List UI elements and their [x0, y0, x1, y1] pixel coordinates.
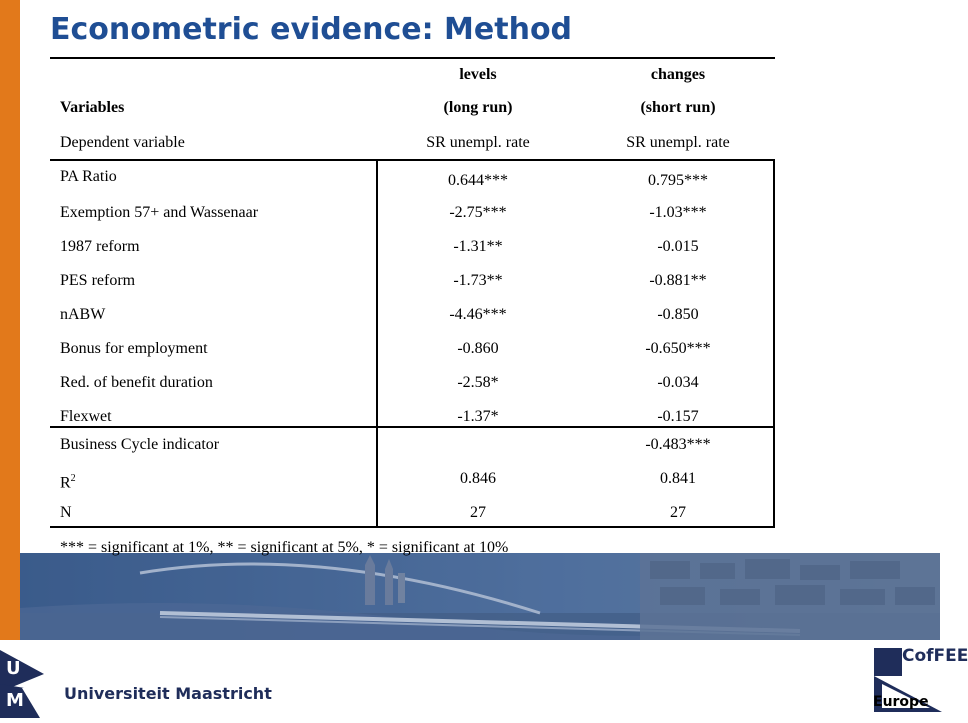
row-levels: -0.860 [457, 340, 499, 357]
row-levels: -1.37* [457, 408, 499, 425]
um-letter-m: M [6, 690, 24, 711]
row-changes: -0.483*** [645, 436, 711, 453]
row-changes: -0.034 [657, 374, 699, 391]
header-variables: Variables [60, 99, 125, 116]
row-label: Flexwet [60, 408, 112, 425]
cofee-name: CofFEE [902, 646, 968, 666]
table-row [50, 126, 775, 160]
row-levels: -1.31** [453, 238, 503, 255]
row-label: PA Ratio [60, 168, 117, 185]
table-row [50, 230, 775, 264]
row-levels: SR unempl. rate [426, 134, 530, 151]
table-row [50, 160, 775, 194]
row-label: nABW [60, 306, 106, 323]
table-row [50, 196, 775, 230]
row-levels: -2.75*** [449, 204, 507, 221]
table-row [50, 428, 775, 462]
value-block-right-rule [773, 159, 775, 528]
r2-sup: 2 [70, 473, 76, 484]
header-row-2 [50, 91, 775, 125]
header-levels: levels [459, 66, 497, 83]
row-label: Dependent variable [60, 134, 185, 151]
header-long-run: (long run) [443, 99, 513, 116]
header-row-1 [50, 58, 775, 92]
table-row [50, 298, 775, 332]
row-levels [378, 428, 578, 462]
row-label: PES reform [60, 272, 136, 289]
table-row-n [50, 496, 775, 530]
row-label: 1987 reform [60, 238, 140, 255]
slide-title: Econometric evidence: Method [50, 12, 573, 47]
r2-base: R [60, 474, 71, 492]
orange-side-bar [0, 0, 20, 640]
bridge-photo-graphic [20, 553, 940, 640]
header-changes: changes [650, 66, 706, 83]
table-row-r2 [50, 462, 775, 496]
row-label: Red. of benefit duration [60, 374, 213, 391]
significance-footnote: *** = significant at 1%, ** = significant at 5%, * = significant at 10% [60, 539, 509, 556]
row-label: Exemption 57+ and Wassenaar [60, 204, 259, 221]
table-row [50, 366, 775, 400]
university-name: Universiteit Maastricht [64, 684, 272, 703]
header-short-run: (short run) [640, 99, 716, 116]
table-bottom-rule [50, 526, 775, 528]
table-row [50, 264, 775, 298]
row-changes: SR unempl. rate [626, 134, 730, 151]
r2-label [60, 462, 76, 496]
cofee-subtitle: Europe [873, 694, 929, 710]
row-label: Business Cycle indicator [60, 436, 220, 453]
row-changes: -0.157 [657, 408, 699, 425]
r2-changes: 0.841 [660, 470, 696, 487]
row-levels: 0.644*** [448, 172, 508, 189]
row-label: Bonus for employment [60, 340, 208, 357]
row-levels: -2.58* [457, 374, 499, 391]
row-changes: -1.03*** [649, 204, 707, 221]
row-changes: -0.650*** [645, 340, 711, 357]
row-changes: -0.015 [657, 238, 699, 255]
n-label: N [60, 504, 72, 521]
table-row [50, 332, 775, 366]
n-changes: 27 [670, 504, 686, 521]
row-changes: -0.850 [657, 306, 699, 323]
um-logo [0, 648, 50, 718]
maastricht-bridge-photo [20, 553, 940, 640]
um-letter-u: U [6, 658, 21, 679]
value-block-left-rule [376, 159, 378, 528]
row-changes: -0.881** [649, 272, 707, 289]
row-levels: -4.46*** [449, 306, 507, 323]
row-changes: 0.795*** [648, 172, 708, 189]
n-levels: 27 [470, 504, 486, 521]
row-levels: -1.73** [453, 272, 503, 289]
r2-levels: 0.846 [460, 470, 496, 487]
